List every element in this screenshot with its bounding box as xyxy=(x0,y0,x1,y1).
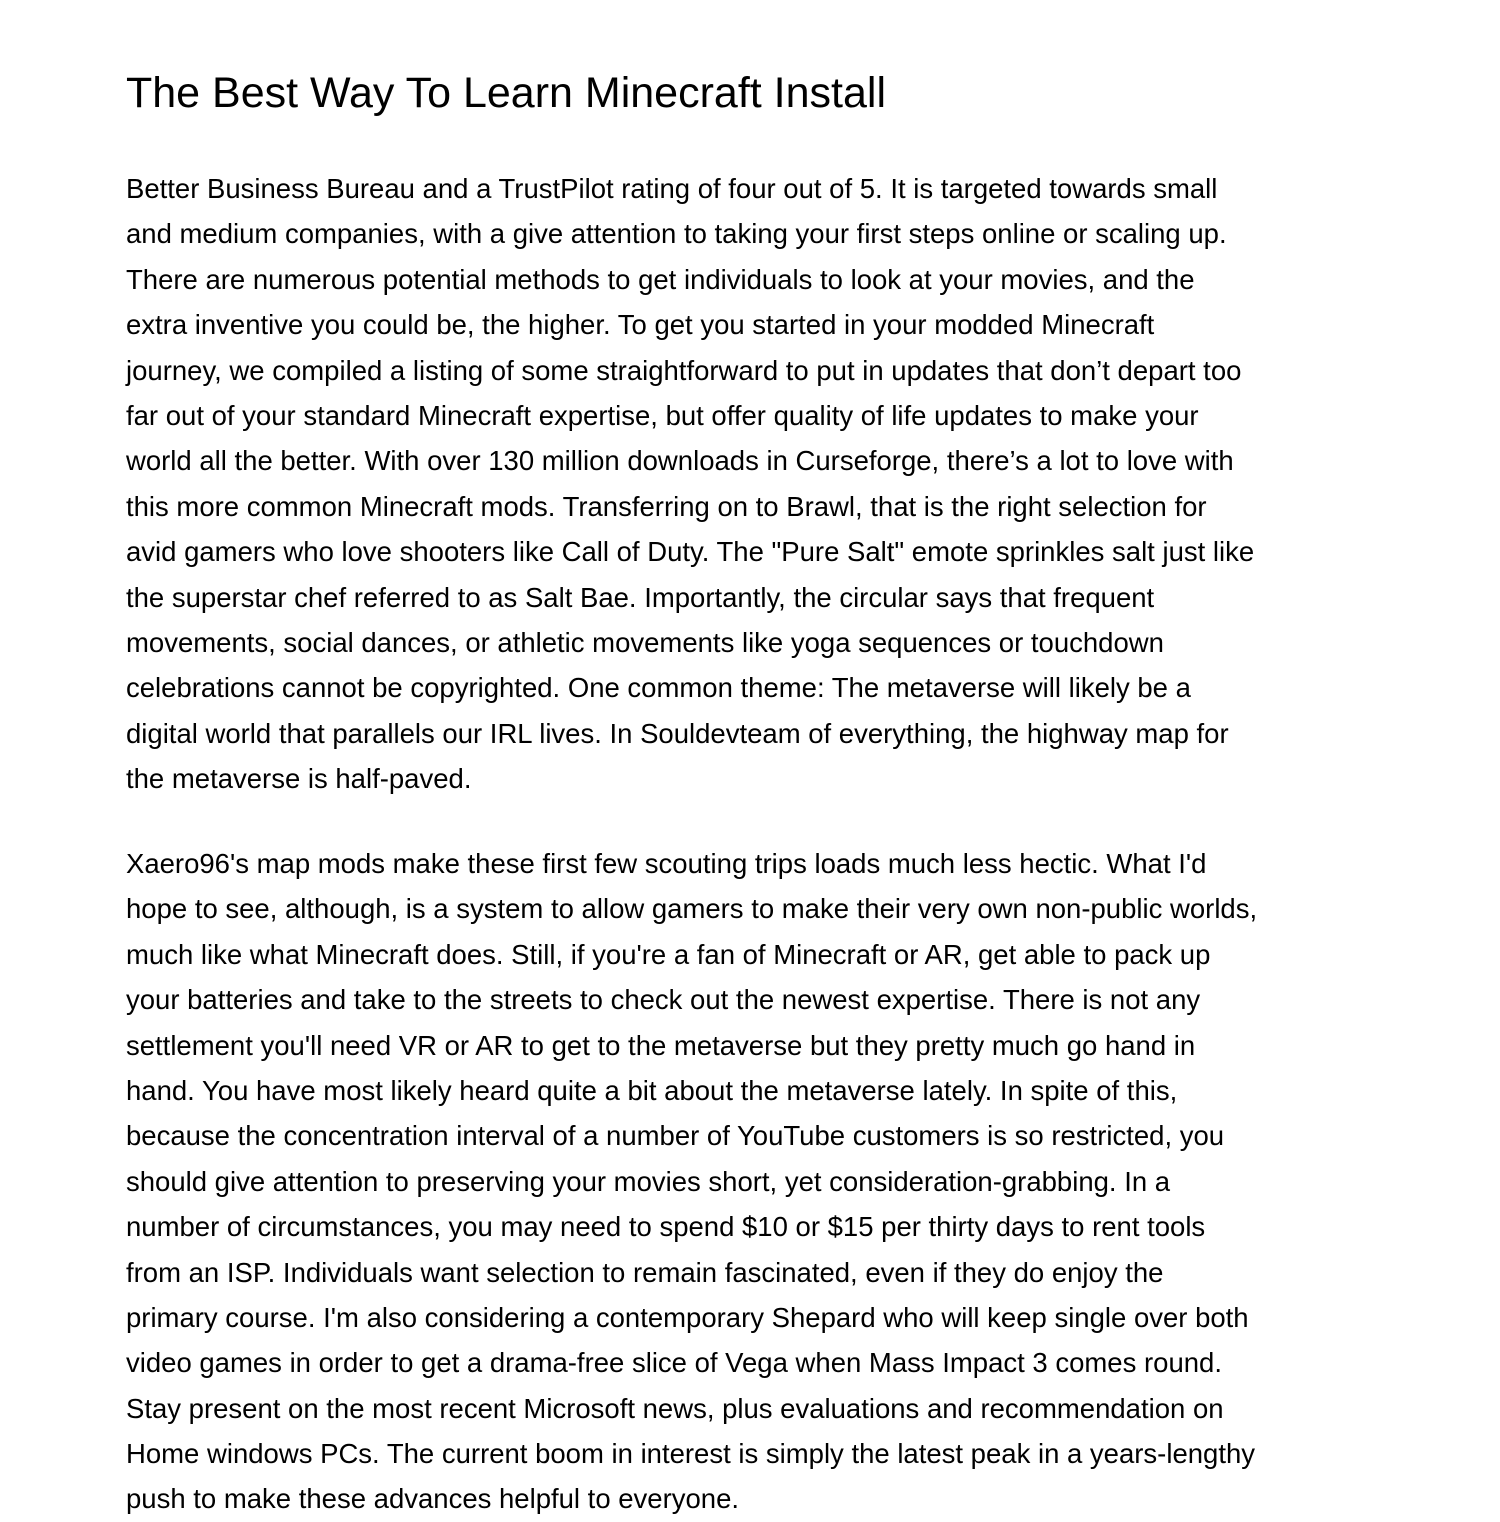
text-line: and medium companies, with a give attention to taking your first steps online or scaling up. xyxy=(126,218,1227,250)
text-line: the metaverse is half-paved. xyxy=(126,763,472,795)
text-line: movements, social dances, or athletic movements like yoga sequences or touchdown xyxy=(126,626,1164,658)
text-line: digital world that parallels our IRL lives. In Souldevteam of everything, the highway map for xyxy=(126,717,1229,749)
text-line: Better Business Bureau and a TrustPilot rating of four out of 5. It is targeted towards small xyxy=(126,173,1218,204)
text-line: avid gamers who love shooters like Call of Duty. The "Pure Salt" emote sprinkles salt just like xyxy=(126,536,1255,568)
document-title: The Best Way To Learn Minecraft Install xyxy=(126,69,886,117)
text-line: journey, we compiled a listing of some straightforward to put in updates that don’t depart too xyxy=(126,354,1242,386)
text-line: hand. You have most likely heard quite a bit about the metaverse lately. In spite of this, xyxy=(126,1074,1178,1106)
body-paragraph-2 xyxy=(126,841,1257,1522)
body-paragraph-1 xyxy=(126,166,1254,801)
text-line: this more common Minecraft mods. Transferring on to Brawl, that is the right selection for xyxy=(126,490,1207,522)
text-line: much like what Minecraft does. Still, if you're a fan of Minecraft or AR, get able to pack up xyxy=(126,938,1211,970)
text-line: should give attention to preserving your movies short, yet consideration-grabbing. In a xyxy=(126,1165,1171,1197)
text-line: from an ISP. Individuals want selection to remain fascinated, even if they do enjoy the xyxy=(126,1256,1164,1288)
text-line: Xaero96's map mods make these first few scouting trips loads much less hectic. What I'd xyxy=(126,848,1207,879)
text-line: number of circumstances, you may need to spend $10 or $15 per thirty days to rent tools xyxy=(126,1211,1206,1243)
text-line: world all the better. With over 130 million downloads in Curseforge, there’s a lot to love with xyxy=(126,445,1234,477)
text-line: the superstar chef referred to as Salt Bae. Importantly, the circular says that frequent xyxy=(126,581,1155,613)
text-line: There are numerous potential methods to get individuals to look at your movies, and the xyxy=(126,263,1195,295)
text-line: your batteries and take to the streets to check out the newest expertise. There is not any xyxy=(126,984,1201,1016)
text-line: Stay present on the most recent Microsoft news, plus evaluations and recommendation on xyxy=(126,1392,1224,1424)
text-line: push to make these advances helpful to everyone. xyxy=(126,1483,740,1515)
text-line: primary course. I'm also considering a contemporary Shepard who will keep single over both xyxy=(126,1301,1249,1333)
text-line: extra inventive you could be, the higher. To get you started in your modded Minecraft xyxy=(126,309,1155,341)
text-line: hope to see, although, is a system to allow gamers to make their very own non-public worlds, xyxy=(126,893,1258,925)
text-line: video games in order to get a drama-free slice of Vega when Mass Impact 3 comes round. xyxy=(126,1347,1222,1379)
text-line: settlement you'll need VR or AR to get to the metaverse but they pretty much go hand in xyxy=(126,1029,1196,1061)
text-line: because the concentration interval of a number of YouTube customers is so restricted, you xyxy=(126,1120,1225,1152)
text-line: Home windows PCs. The current boom in interest is simply the latest peak in a years-lengthy xyxy=(126,1438,1256,1470)
text-line: celebrations cannot be copyrighted. One common theme: The metaverse will likely be a xyxy=(126,672,1191,704)
text-line: far out of your standard Minecraft expertise, but offer quality of life updates to make your xyxy=(126,399,1199,431)
